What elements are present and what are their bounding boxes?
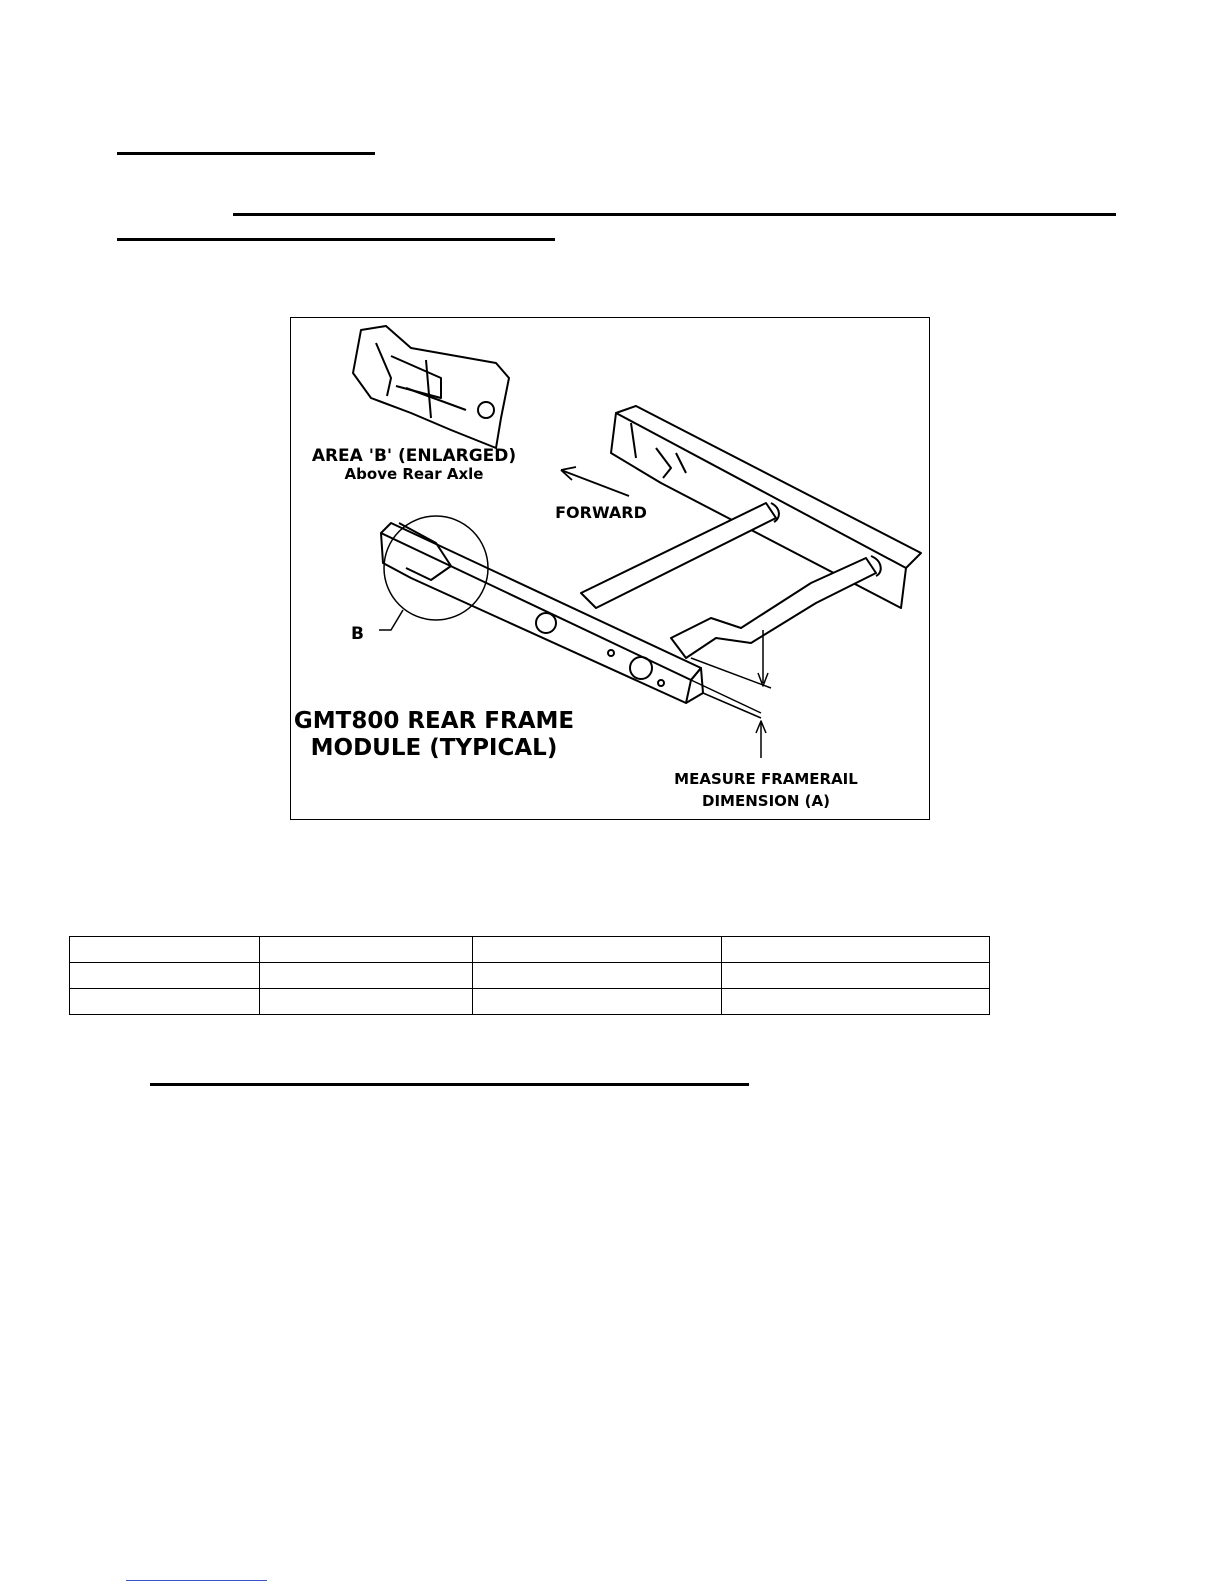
forward-arrow bbox=[561, 467, 629, 496]
table-cell bbox=[722, 937, 990, 963]
table-row bbox=[70, 989, 990, 1015]
measure-label-line1: MEASURE FRAMERAIL bbox=[674, 770, 858, 788]
table-cell bbox=[472, 937, 722, 963]
enlarged-area-b-inset bbox=[353, 326, 509, 448]
measure-label-line2: DIMENSION (A) bbox=[702, 792, 830, 810]
b-label: B bbox=[351, 624, 364, 644]
table-cell bbox=[259, 937, 472, 963]
table-cell bbox=[722, 989, 990, 1015]
module-title-line1: GMT800 REAR FRAME bbox=[293, 708, 575, 734]
table-cell bbox=[722, 963, 990, 989]
table-row bbox=[70, 937, 990, 963]
module-title-line2: MODULE (TYPICAL) bbox=[310, 735, 558, 761]
table-cell bbox=[70, 963, 260, 989]
table-cell bbox=[259, 989, 472, 1015]
table-cell bbox=[70, 937, 260, 963]
area-b-subtitle: Above Rear Axle bbox=[344, 465, 484, 483]
footnote-link-underline[interactable] bbox=[126, 1580, 267, 1581]
table-cell bbox=[259, 963, 472, 989]
heading-underline bbox=[117, 152, 375, 155]
forward-label: FORWARD bbox=[555, 503, 647, 522]
measurement-table bbox=[69, 936, 990, 1015]
table-cell bbox=[70, 989, 260, 1015]
front-frame-rail bbox=[381, 523, 703, 703]
table-cell bbox=[472, 989, 722, 1015]
rear-frame-module-figure bbox=[290, 317, 930, 820]
description-underline-2 bbox=[117, 238, 555, 241]
section-underline bbox=[150, 1083, 749, 1086]
description-underline-1 bbox=[233, 213, 1116, 216]
table-cell bbox=[472, 963, 722, 989]
area-b-title: AREA 'B' (ENLARGED) bbox=[311, 446, 517, 466]
frame-illustration bbox=[291, 318, 928, 818]
table-row bbox=[70, 963, 990, 989]
